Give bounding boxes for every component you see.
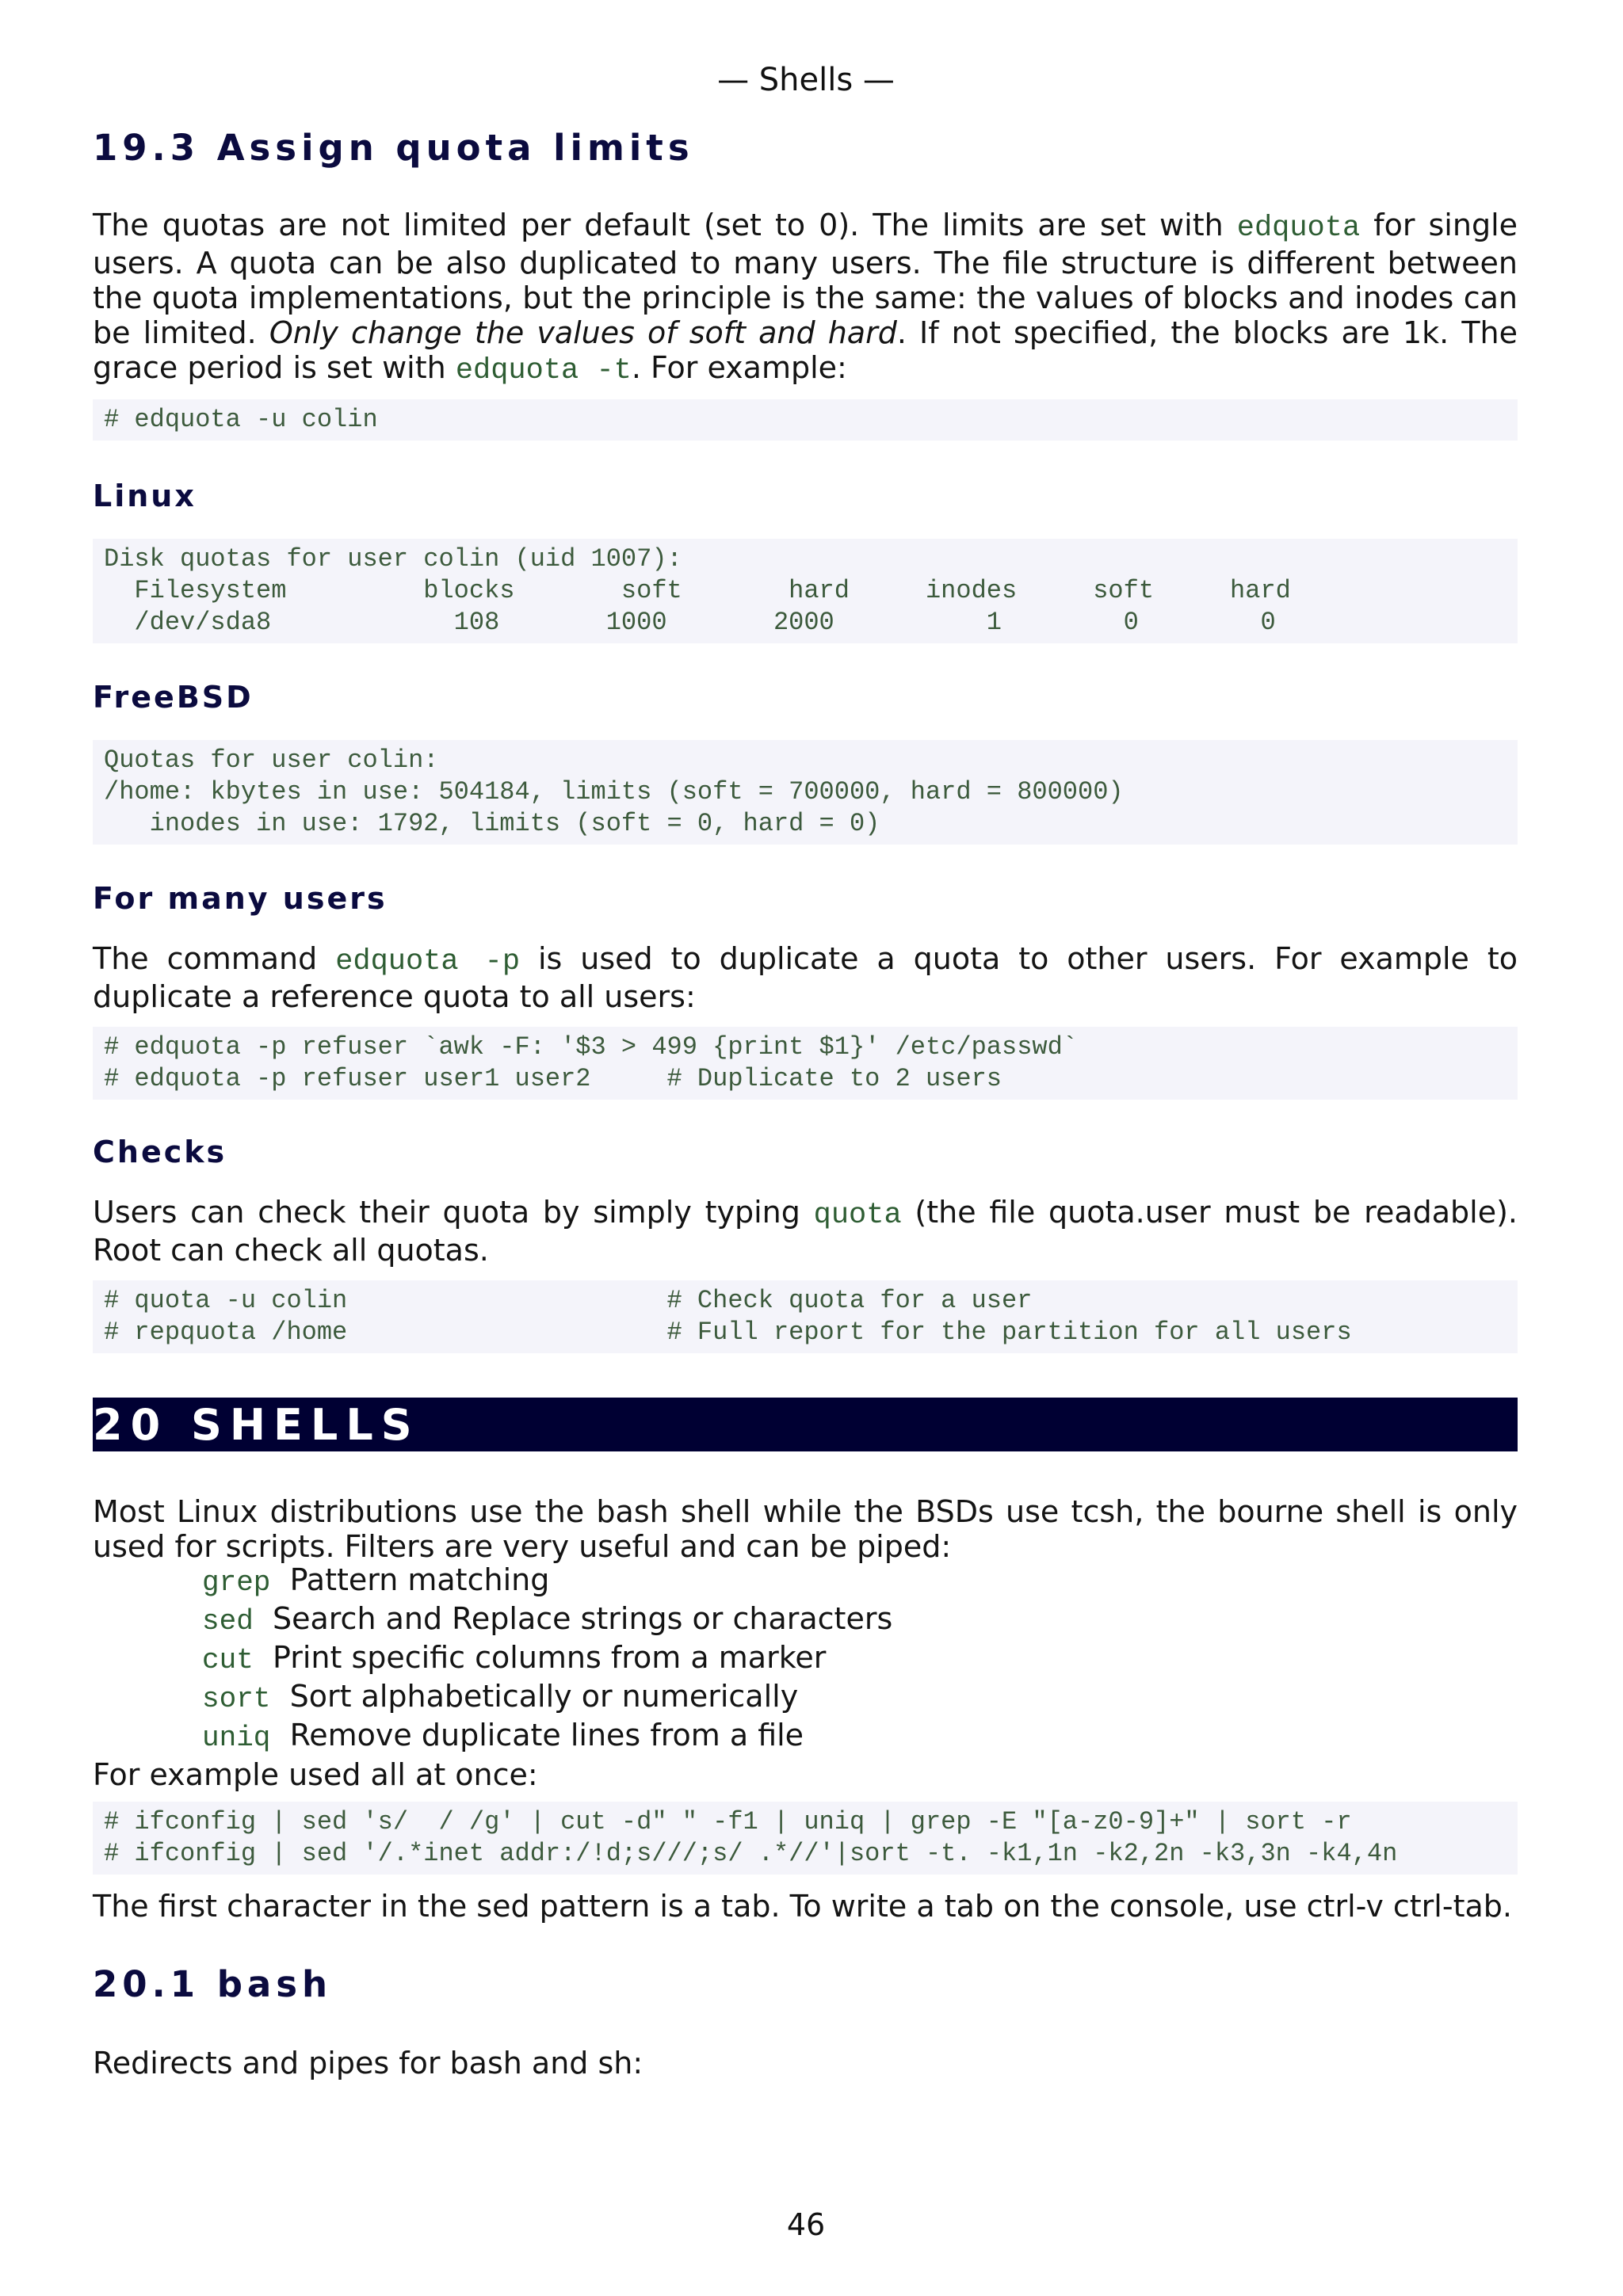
section-title-20-1: 20.1 bash xyxy=(93,1963,333,2005)
filter-description: Remove duplicate lines from a file xyxy=(289,1718,804,1753)
code-linux-quota: Disk quotas for user colin (uid 1007): Filesystem blocks soft hard inodes soft hard /dev/sda8 108 1000 2000 1 0 0 xyxy=(93,539,1518,643)
example-intro: For example used all at once: xyxy=(93,1757,538,1792)
quota-intro-paragraph xyxy=(93,208,1518,388)
shells-intro-paragraph: Most Linux distributions use the bash shell while the BSDs use tcsh, the bourne shell is only used for scripts. Filters are very useful and can be piped: xyxy=(93,1494,1518,1564)
chapter-title-bar: 20 SHELLS xyxy=(93,1398,1518,1451)
page-number: 46 xyxy=(786,2207,826,2242)
code-checks: # quota -u colin # Check quota for a user # repquota /home # Full report for the partition for all users xyxy=(93,1280,1518,1353)
intro-text-1: The quotas are not limited per default (set to 0). The limits are set with xyxy=(93,208,1237,242)
filter-command: sed xyxy=(202,1605,254,1638)
filter-command: uniq xyxy=(202,1722,271,1754)
checks-paragraph xyxy=(93,1195,1518,1268)
filter-description: Pattern matching xyxy=(289,1562,550,1597)
intro-text-3: . If not specified, the blocks are 1k. The grace period is set with xyxy=(93,315,1518,385)
filter-command: cut xyxy=(202,1644,254,1676)
inline-code-edquota-t: edquota -t xyxy=(455,354,632,387)
filter-item xyxy=(202,1640,892,1679)
intro-text-2: for single users. A quota can be also duplicated to many users. The file structure is different between the quota implementations, but the principle is the same: the values of blocks and inodes can be limited. xyxy=(93,208,1518,350)
checks-text-2: (the file quota.user must be readable). Root can check all quotas. xyxy=(93,1195,1518,1268)
filter-description: Sort alphabetically or numerically xyxy=(289,1679,799,1714)
code-edquota-example: # edquota -u colin xyxy=(93,399,1518,441)
running-header: — Shells — xyxy=(717,62,895,98)
many-users-text-1: The command xyxy=(93,941,336,976)
filter-description: Print specific columns from a marker xyxy=(272,1640,827,1675)
filter-description: Search and Replace strings or characters xyxy=(272,1601,893,1636)
code-filters-example: # ifconfig | sed 's/ / /g' | cut -d" " -f1 | uniq | grep -E "[a-z0-9]+" | sort -r # ifconfig | sed '/.*inet addr:/!d;s///;s/ .*//'|sort -t. -k1,1n -k2,2n -k3,3n -k4,4n xyxy=(93,1802,1518,1875)
checks-text-1: Users can check their quota by simply typing xyxy=(93,1195,814,1230)
filter-item xyxy=(202,1679,892,1718)
section-title-19-3: 19.3 Assign quota limits xyxy=(93,127,694,169)
heading-freebsd: FreeBSD xyxy=(93,680,254,715)
intro-text-4: . For example: xyxy=(631,350,847,385)
tab-note: The first character in the sed pattern is a tab. To write a tab on the console, use ctrl-v ctrl-tab. xyxy=(93,1889,1512,1924)
inline-code-edquota-p: edquota -p xyxy=(335,945,521,978)
filter-command: grep xyxy=(202,1566,271,1599)
many-users-paragraph xyxy=(93,941,1518,1014)
many-users-text-2: is used to duplicate a quota to other users. For example to duplicate a reference quota to all users: xyxy=(93,941,1518,1014)
filter-item xyxy=(202,1562,892,1601)
filter-item xyxy=(202,1718,892,1756)
code-freebsd-quota: Quotas for user colin: /home: kbytes in use: 504184, limits (soft = 700000, hard = 800000) inodes in use: 1792, limits (soft = 0, hard = 0) xyxy=(93,740,1518,845)
code-many-users: # edquota -p refuser `awk -F: '$3 > 499 {print $1}' /etc/passwd` # edquota -p refuser user1 user2 # Duplicate to 2 users xyxy=(93,1027,1518,1100)
filter-command: sort xyxy=(202,1683,271,1715)
heading-many-users: For many users xyxy=(93,881,388,916)
heading-linux: Linux xyxy=(93,479,197,513)
filter-list xyxy=(202,1562,892,1756)
intro-emphasis: Only change the values of soft and hard xyxy=(269,315,897,350)
inline-code-edquota: edquota xyxy=(1236,212,1361,245)
heading-checks: Checks xyxy=(93,1135,227,1169)
inline-code-quota: quota xyxy=(813,1199,902,1232)
bash-intro: Redirects and pipes for bash and sh: xyxy=(93,2046,643,2081)
filter-item xyxy=(202,1601,892,1640)
